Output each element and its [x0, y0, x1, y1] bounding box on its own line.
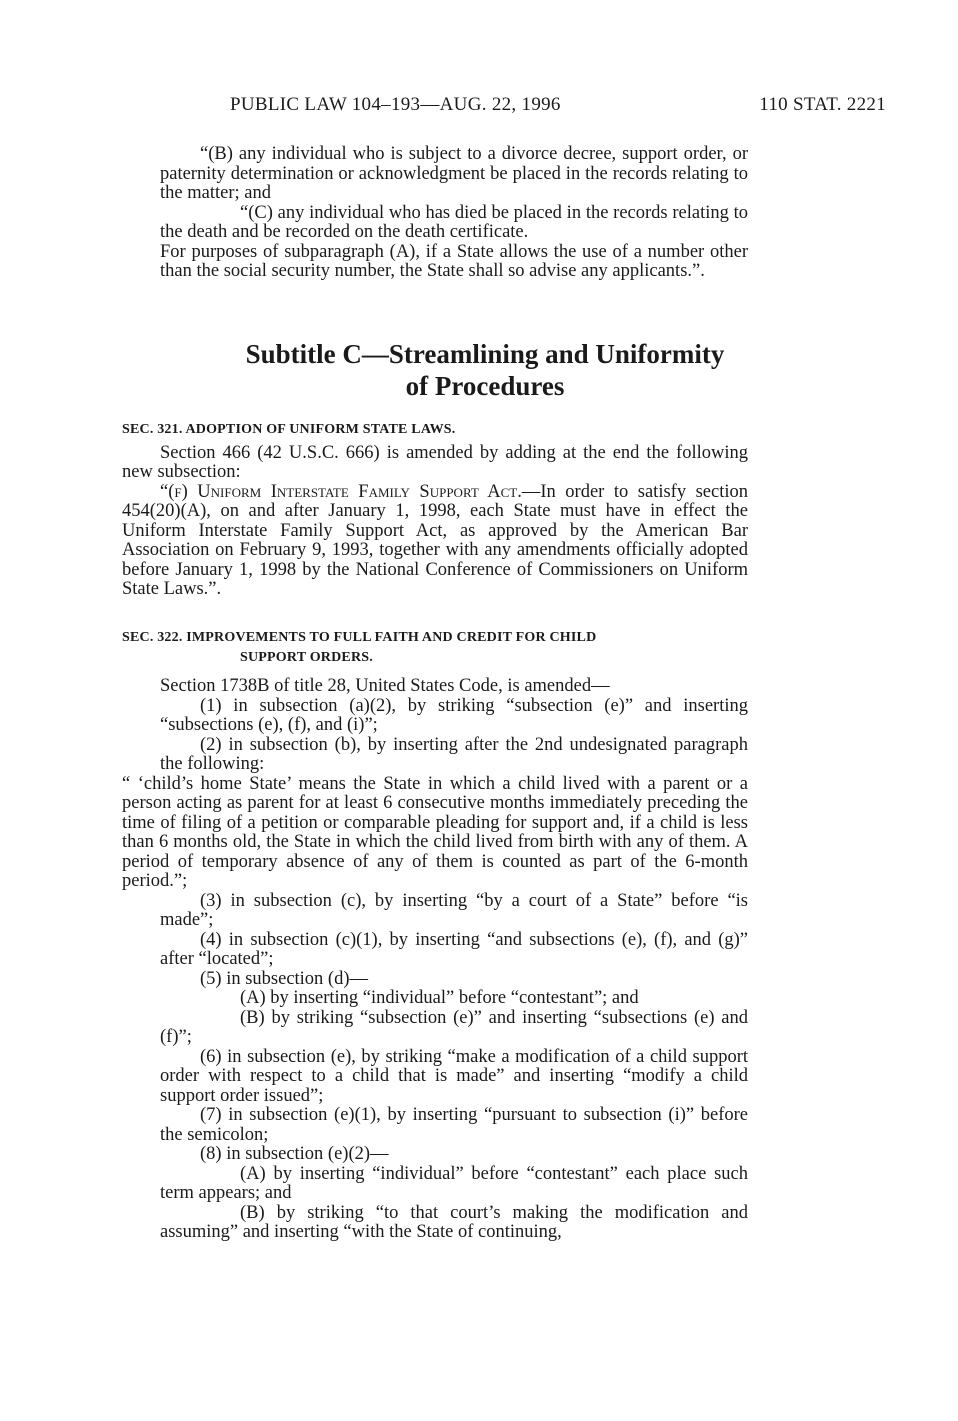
- section-322-intro: Section 1738B of title 28, United States Code, is amended—: [160, 676, 610, 696]
- section-321-heading: SEC. 321. ADOPTION OF UNIFORM STATE LAWS.: [122, 422, 456, 437]
- subtitle-heading: [122, 338, 848, 402]
- section-322-heading-line-1: SEC. 322. IMPROVEMENTS TO FULL FAITH AND CREDIT FOR CHILD: [122, 630, 597, 645]
- item-5a: (A) by inserting “individual” before “contestant”; and: [240, 988, 639, 1008]
- item-3: (3) in subsection (c), by inserting “by a court of a State” before “is made”;: [160, 890, 748, 930]
- item-4: (4) in subsection (c)(1), by inserting “and subsections (e), (f), and (g)” after “located”;: [160, 929, 748, 969]
- section-321: [122, 420, 748, 600]
- item-5: (5) in subsection (d)—: [200, 968, 369, 989]
- item-6: (6) in subsection (e), by striking “make a modification of a child support order with respect to a child that is made” and inserting “modify a child support order issued”;: [160, 1046, 748, 1106]
- paragraph-c: “(C) any individual who has died be placed in the records relating to the death and be recorded on the death certificate.: [160, 202, 748, 242]
- section-322-heading-line-2: SUPPORT ORDERS.: [240, 649, 373, 665]
- paragraph-b: “(B) any individual who is subject to a divorce decree, support order, or paternity determination or acknowledgment be placed in the records relating to the matter; and: [160, 144, 748, 203]
- top-block: [160, 145, 748, 282]
- subtitle-line-1: Subtitle C—Streamlining and Uniformity: [245, 339, 725, 369]
- item-7: (7) in subsection (e)(1), by inserting “pursuant to subsection (i)” before the semicolon;: [160, 1105, 748, 1145]
- section-321-intro: Section 466 (42 U.S.C. 666) is amended by adding at the end the following new subsection:: [122, 442, 748, 482]
- item-8b: (B) by striking “to that court’s making the modification and assuming” and inserting “with the State of continuing,: [160, 1202, 748, 1242]
- section-321-subsection-f-text: —In order to satisfy section 454(20)(A), on and after January 1, 1998, each State must have in effect the Uniform Interstate Family Support Act, as approved by the American Bar Association on February 9, 1993, together with any amendments officially adopted before January 1, 1998 by the National Conference of Commissioners on Uniform State Laws.”.: [122, 481, 748, 599]
- item-8: (8) in subsection (e)(2)—: [200, 1144, 389, 1164]
- running-header: [230, 94, 886, 122]
- section-322: [122, 628, 748, 1243]
- section-321-subsection-f: [122, 483, 748, 600]
- header-page-number: 110 STAT. 2221: [759, 94, 886, 115]
- quoted-definition: “ ‘child’s home State’ means the State in which a child lived with a parent or a person acting as parent for at least 6 consecutive months immediately preceding the time of filing of a petition or comparable pleading for support and, if a child is less than 6 months old, the State in which the child lived from birth with any of them. A period of temporary absence of any of them is counted as part of the 6-month period.”;: [122, 773, 748, 891]
- item-1: (1) in subsection (a)(2), by striking “subsection (e)” and inserting “subsections (e), (f), and (i)”;: [160, 695, 748, 735]
- item-5b: (B) by striking “subsection (e)” and inserting “subsections (e) and (f)”;: [160, 1007, 748, 1047]
- subtitle-line-2: of Procedures: [405, 371, 565, 401]
- paragraph-purposes: For purposes of subparagraph (A), if a State allows the use of a number other than the social security number, the State shall so advise any applicants.”.: [160, 241, 748, 281]
- item-2: (2) in subsection (b), by inserting after the 2nd undesignated paragraph the following:: [160, 734, 748, 774]
- header-law-citation: PUBLIC LAW 104–193—AUG. 22, 1996: [230, 94, 561, 115]
- section-321-subsection-f-lead: “(f) Uniform Interstate Family Support Act.: [160, 481, 522, 502]
- item-8a: (A) by inserting “individual” before “contestant” each place such term appears; and: [160, 1163, 748, 1203]
